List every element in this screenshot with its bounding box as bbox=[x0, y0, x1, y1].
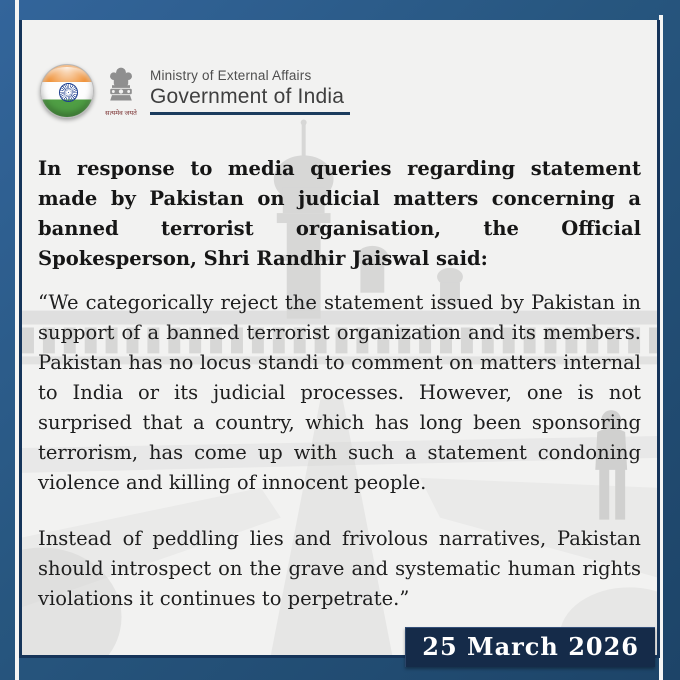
india-flag-badge-icon bbox=[40, 64, 94, 118]
ministry-name: Ministry of External Affairs bbox=[150, 67, 312, 83]
statement-card bbox=[19, 20, 660, 658]
emblem-motto: सत्यमेव जयते bbox=[105, 110, 137, 117]
statement-intro: In response to media queries regarding statement made by Pakistan on judicial matters concerning a banned terrorist organisation, the Official Spokesperson, Shri Randhir Jaiswal said: bbox=[38, 157, 641, 270]
header-text bbox=[150, 68, 344, 115]
date-badge: 25 March 2026 bbox=[405, 627, 655, 667]
government-name: Government of India bbox=[150, 84, 345, 108]
ashoka-chakra-icon bbox=[59, 83, 78, 102]
statement-quote-paragraph-2: Instead of peddling lies and frivolous narratives, Pakistan should introspect on the grave and systematic human rights violations it continues to perpetrate.” bbox=[38, 527, 641, 610]
header-underline bbox=[150, 112, 350, 115]
statement-body bbox=[38, 154, 641, 614]
mea-header bbox=[40, 64, 657, 118]
statement-quote-paragraph-1: “We categorically reject the statement issued by Pakistan in support of a banned terrorist organization and its members. Pakistan has no locus standi to comment on matters internal to India or its judicial processes. However, one is not surprised that a country, which has long been sponsoring terrorism, has come up with such a statement condoning violence and killing of innocent people. bbox=[38, 291, 641, 494]
ashoka-lion-capital-icon bbox=[103, 65, 139, 117]
